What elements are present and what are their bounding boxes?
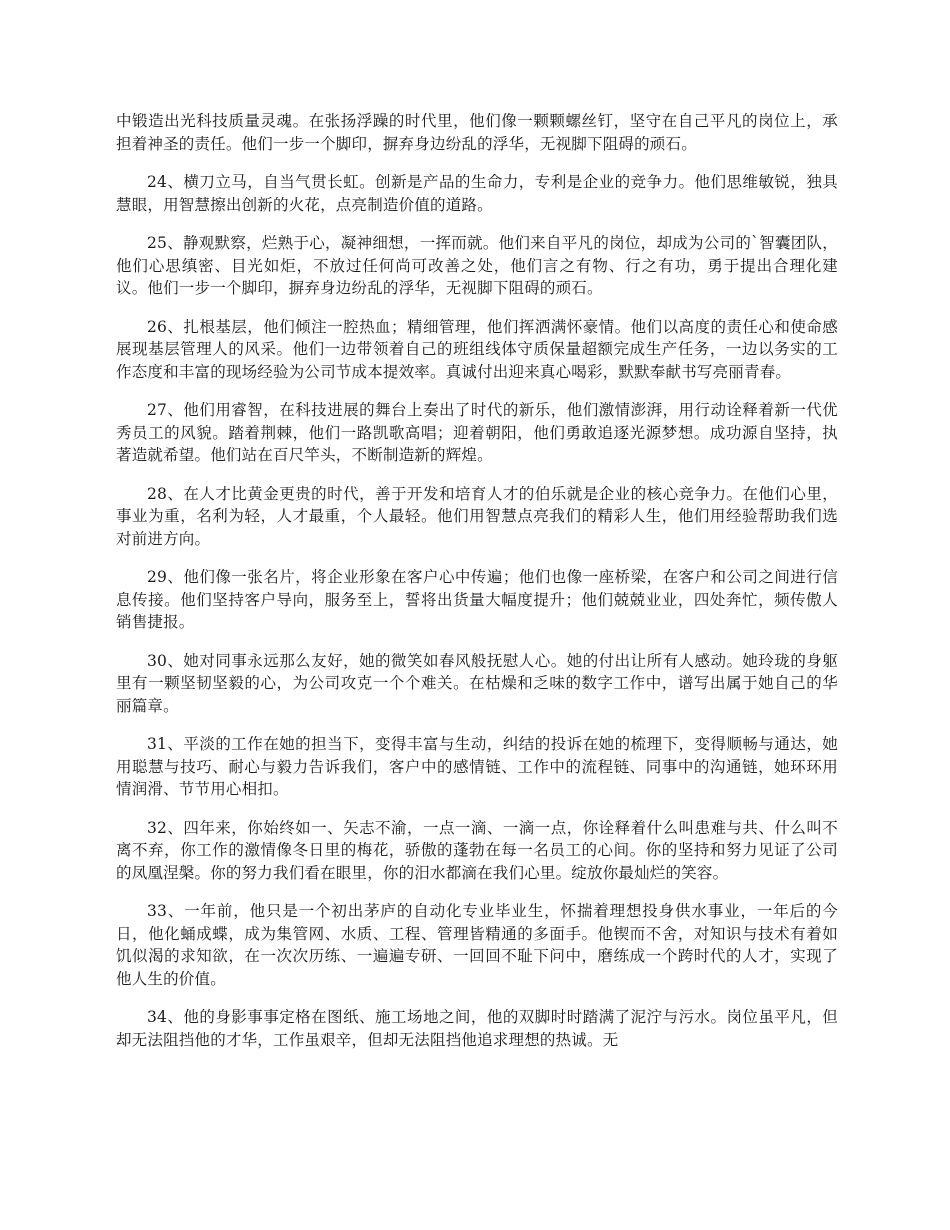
paragraph-26: 26、扎根基层，他们倾注一腔热血；精细管理，他们挥洒满怀豪情。他们以高度的责任心和使命感展现基层管理人的风采。他们一边带领着自己的班组线体守质保量超额完成生产任务，一边以务实的工作态度和丰富的现场经验为公司节成本提效率。真诚付出迎来真心喝彩，默默奉献书写亮丽青春。 <box>116 317 838 381</box>
paragraph-continuation: 中锻造出光科技质量灵魂。在张扬浮躁的时代里，他们像一颗颗螺丝钉，坚守在自己平凡的岗位上，承担着神圣的责任。他们一步一个脚印，摒弃身边纷乱的浮华，无视脚下阻碍的顽石。 <box>116 112 838 153</box>
paragraph-31: 31、平淡的工作在她的担当下，变得丰富与生动，纠结的投诉在她的梳理下，变得顺畅与通达，她用聪慧与技巧、耐心与毅力告诉我们，客户中的感情链、工作中的流程链、同事中的沟通链，她环环用情润滑、节节用心相扣。 <box>116 735 838 798</box>
paragraph-28: 28、在人才比黄金更贵的时代，善于开发和培育人才的伯乐就是企业的核心竞争力。在他们心里，事业为重，名利为轻，人才最重，个人最轻。他们用智慧点亮我们的精彩人生，他们用经验帮助我们选对前进方向。 <box>116 484 838 548</box>
paragraph-27: 27、他们用睿智，在科技进展的舞台上奏出了时代的新乐，他们激情澎湃，用行动诠释着新一代优秀员工的风貌。踏着荆棘，他们一路凯歌高唱；迎着朝阳，他们勇敢追逐光源梦想。成功源自坚持，执著造就希望。他们站在百尺竿头，不断制造新的辉煌。 <box>116 401 838 464</box>
paragraph-32: 32、四年来，你始终如一、矢志不渝，一点一滴、一滴一点，你诠释着什么叫患难与共、什么叫不离不弃，你工作的激情像冬日里的梅花，骄傲的蓬勃在每一名员工的心间。你的坚持和努力见证了公司的凤凰涅槃。你的努力我们看在眼里，你的汨水都滴在我们心里。绽放你最灿烂的笑容。 <box>116 818 838 882</box>
paragraph-34: 34、他的身影事事定格在图纸、施工场地之间，他的双脚时时踏满了泥泞与污水。岗位虽平凡，但却无法阻挡他的才华，工作虽艰辛，但却无法阻挡他追求理想的热诚。无 <box>116 1008 838 1049</box>
paragraph-24: 24、横刀立马，自当气贯长虹。创新是产品的生命力，专利是企业的竞争力。他们思维敏锐，独具慧眼，用智慧擦出创新的火花，点亮制造价值的道路。 <box>116 173 838 214</box>
paragraph-29: 29、他们像一张名片，将企业形象在客户心中传遍；他们也像一座桥梁，在客户和公司之间进行信息传接。他们坚持客户导向，服务至上，誓将出货量大幅度提升；他们兢兢业业，四处奔忙，频传傲人销售捷报。 <box>116 568 838 631</box>
paragraph-25: 25、静观默察，烂熟于心，凝神细想，一挥而就。他们来自平凡的岗位，却成为公司的`智囊团队，他们心思缜密、目光如炬，不放过任何尚可改善之处，他们言之有物、行之有功，勇于提出合理化建议。他们一步一个脚印，摒弃身边纷乱的浮华，无视脚下阻碍的顽石。 <box>116 234 838 297</box>
paragraph-33: 33、一年前，他只是一个初出茅庐的自动化专业毕业生，怀揣着理想投身供水事业，一年后的今日，他化蛹成蝶，成为集管网、水质、工程、管理皆精通的多面手。他锲而不舍，对知识与技术有着如饥似渴的求知欲，在一次次历练、一遍遍专研、一回回不耻下问中，磨练成一个跨时代的人才，实现了他人生的价值。 <box>116 902 838 988</box>
document-body <box>116 110 838 1067</box>
paragraph-30: 30、她对同事永远那么友好，她的微笑如春风般抚慰人心。她的付出让所有人感动。她玲珑的身躯里有一颗坚韧坚毅的心，为公司攻克一个个难关。在枯燥和乏味的数字工作中，谱写出属于她自己的华丽篇章。 <box>116 651 838 715</box>
